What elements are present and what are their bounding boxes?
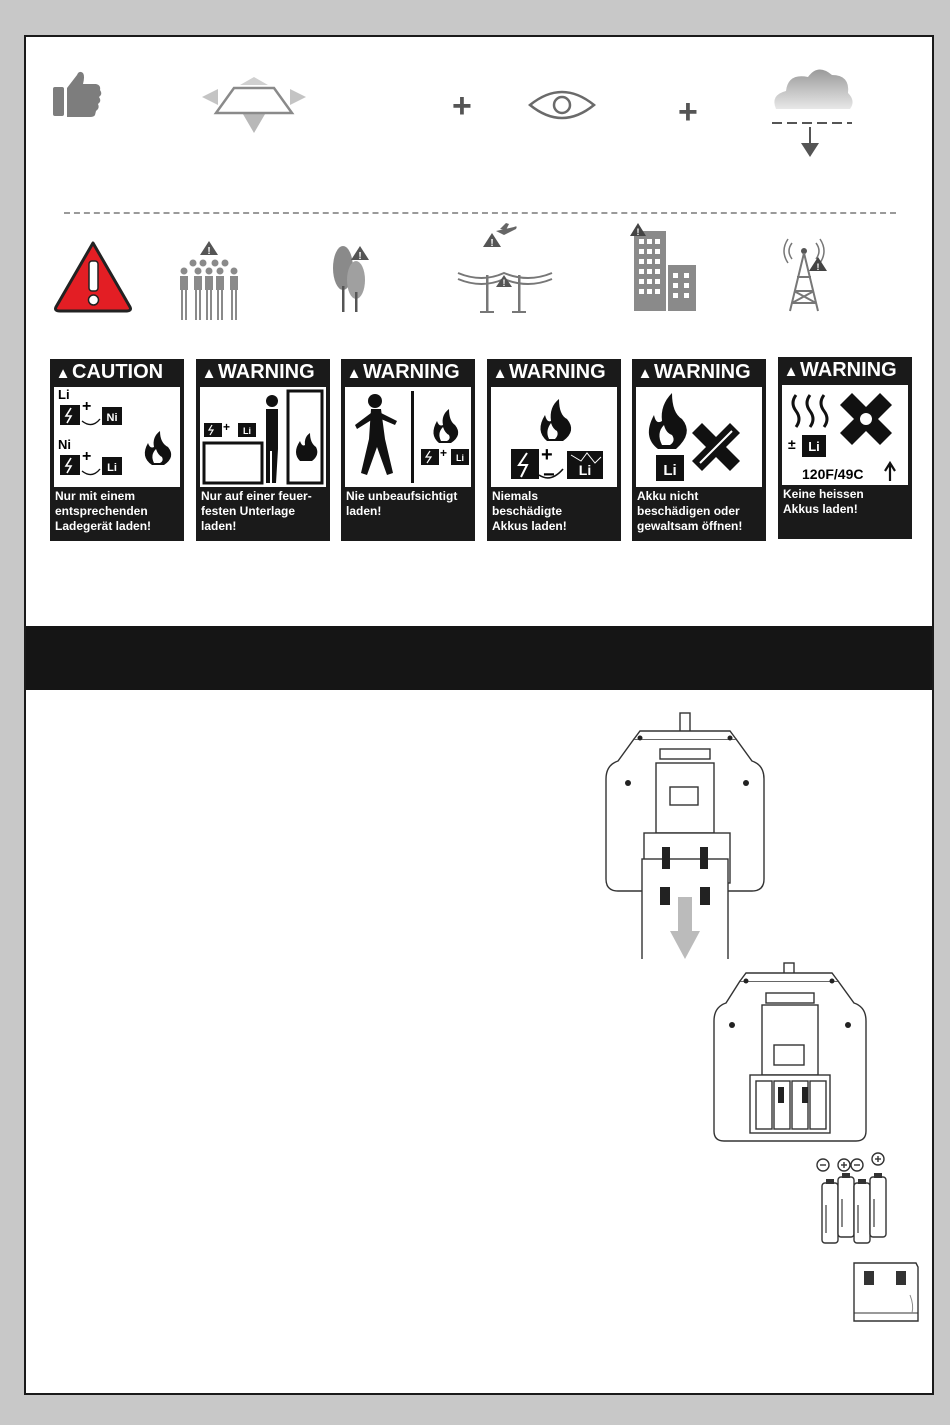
battery-cover-icon — [850, 1255, 924, 1327]
airplane-powerline-icon — [456, 223, 554, 317]
label-header: ▲WARNING — [487, 359, 621, 385]
aa-batteries-icon — [812, 1149, 890, 1247]
svg-text:!: ! — [636, 227, 640, 237]
warning-label-damaged — [487, 359, 621, 541]
warning-label-unattended — [341, 359, 475, 541]
thumbs-up-icon — [50, 67, 106, 119]
warning-triangle-icon: ▲ — [55, 365, 71, 382]
warning-triangle-icon: ▲ — [201, 365, 217, 382]
warning-triangle-icon: ▲ — [783, 363, 799, 380]
label-caption: Keine heissen Akkus laden! — [783, 487, 864, 516]
svg-text:!: ! — [816, 262, 820, 272]
warning-triangle-icon: ▲ — [492, 365, 508, 382]
eye-icon — [526, 85, 598, 125]
svg-text:Li: Li — [663, 462, 677, 479]
label-header: ▲WARNING — [341, 359, 475, 385]
caution-label-charger — [50, 359, 184, 541]
cloud-rain-icon — [768, 61, 858, 161]
svg-text:Li: Li — [58, 387, 70, 402]
warning-triangle-icon: ▲ — [346, 365, 362, 382]
svg-text:!: ! — [502, 278, 506, 288]
label-caption: Nur auf einer feuer- festen Unterlage laden! — [201, 489, 312, 533]
damaged-battery-pictogram — [491, 387, 617, 487]
svg-text:+: + — [541, 444, 553, 466]
section-header-bar — [26, 626, 932, 690]
label-caption: Nur mit einem entsprechenden Ladegerät laden! — [55, 489, 152, 533]
label-caption: Niemals beschädigte Akkus laden! — [492, 489, 567, 533]
svg-text:±: ± — [788, 436, 796, 452]
charger-pictogram — [54, 387, 180, 487]
svg-text:!: ! — [207, 246, 211, 257]
label-caption: Nie unbeaufsichtigt laden! — [346, 489, 458, 518]
svg-text:+: + — [223, 420, 231, 434]
flat-surface-icon — [198, 75, 310, 137]
radio-tower-icon — [778, 235, 830, 315]
crowd-icon — [176, 239, 242, 325]
warning-triangle-icon: ▲ — [637, 365, 653, 382]
svg-text:Li: Li — [808, 439, 820, 454]
warning-label-hot — [778, 357, 912, 539]
svg-text:120F/49C: 120F/49C — [802, 466, 864, 482]
svg-text:Li: Li — [243, 426, 251, 436]
svg-text:+: + — [82, 398, 92, 415]
trees-icon — [330, 242, 374, 316]
plus-icon: + — [678, 93, 698, 131]
svg-text:Ni: Ni — [58, 437, 71, 452]
no-tools-pictogram — [636, 387, 762, 487]
svg-text:−: − — [543, 464, 555, 486]
transmitter-battery-compartment-diagram — [710, 959, 870, 1145]
transmitter-battery-cover-diagram — [600, 709, 776, 959]
warning-label-no-open — [632, 359, 766, 541]
svg-text:+: + — [82, 448, 92, 465]
label-header: ▲WARNING — [632, 359, 766, 385]
svg-text:Li: Li — [107, 462, 117, 474]
divider-dashed — [64, 212, 896, 214]
svg-text:!: ! — [358, 251, 362, 262]
label-header: ▲CAUTION — [50, 359, 184, 385]
svg-text:Ni: Ni — [106, 412, 118, 424]
label-header: ▲WARNING — [196, 359, 330, 385]
svg-text:Li: Li — [578, 462, 592, 478]
fireproof-surface-pictogram — [200, 387, 326, 487]
warning-label-fireproof — [196, 359, 330, 541]
walking-away-pictogram — [345, 387, 471, 487]
manual-page — [24, 35, 934, 1395]
label-caption: Akku nicht beschädigen oder gewaltsam öffnen! — [637, 489, 743, 533]
svg-text:+: + — [440, 446, 448, 460]
label-header: ▲WARNING — [778, 357, 912, 383]
hot-battery-pictogram — [782, 385, 908, 485]
svg-text:Li: Li — [456, 453, 464, 463]
plus-icon: + — [452, 87, 472, 125]
buildings-icon — [628, 223, 700, 313]
warning-triangle-icon — [52, 239, 134, 313]
svg-text:!: ! — [490, 238, 494, 249]
